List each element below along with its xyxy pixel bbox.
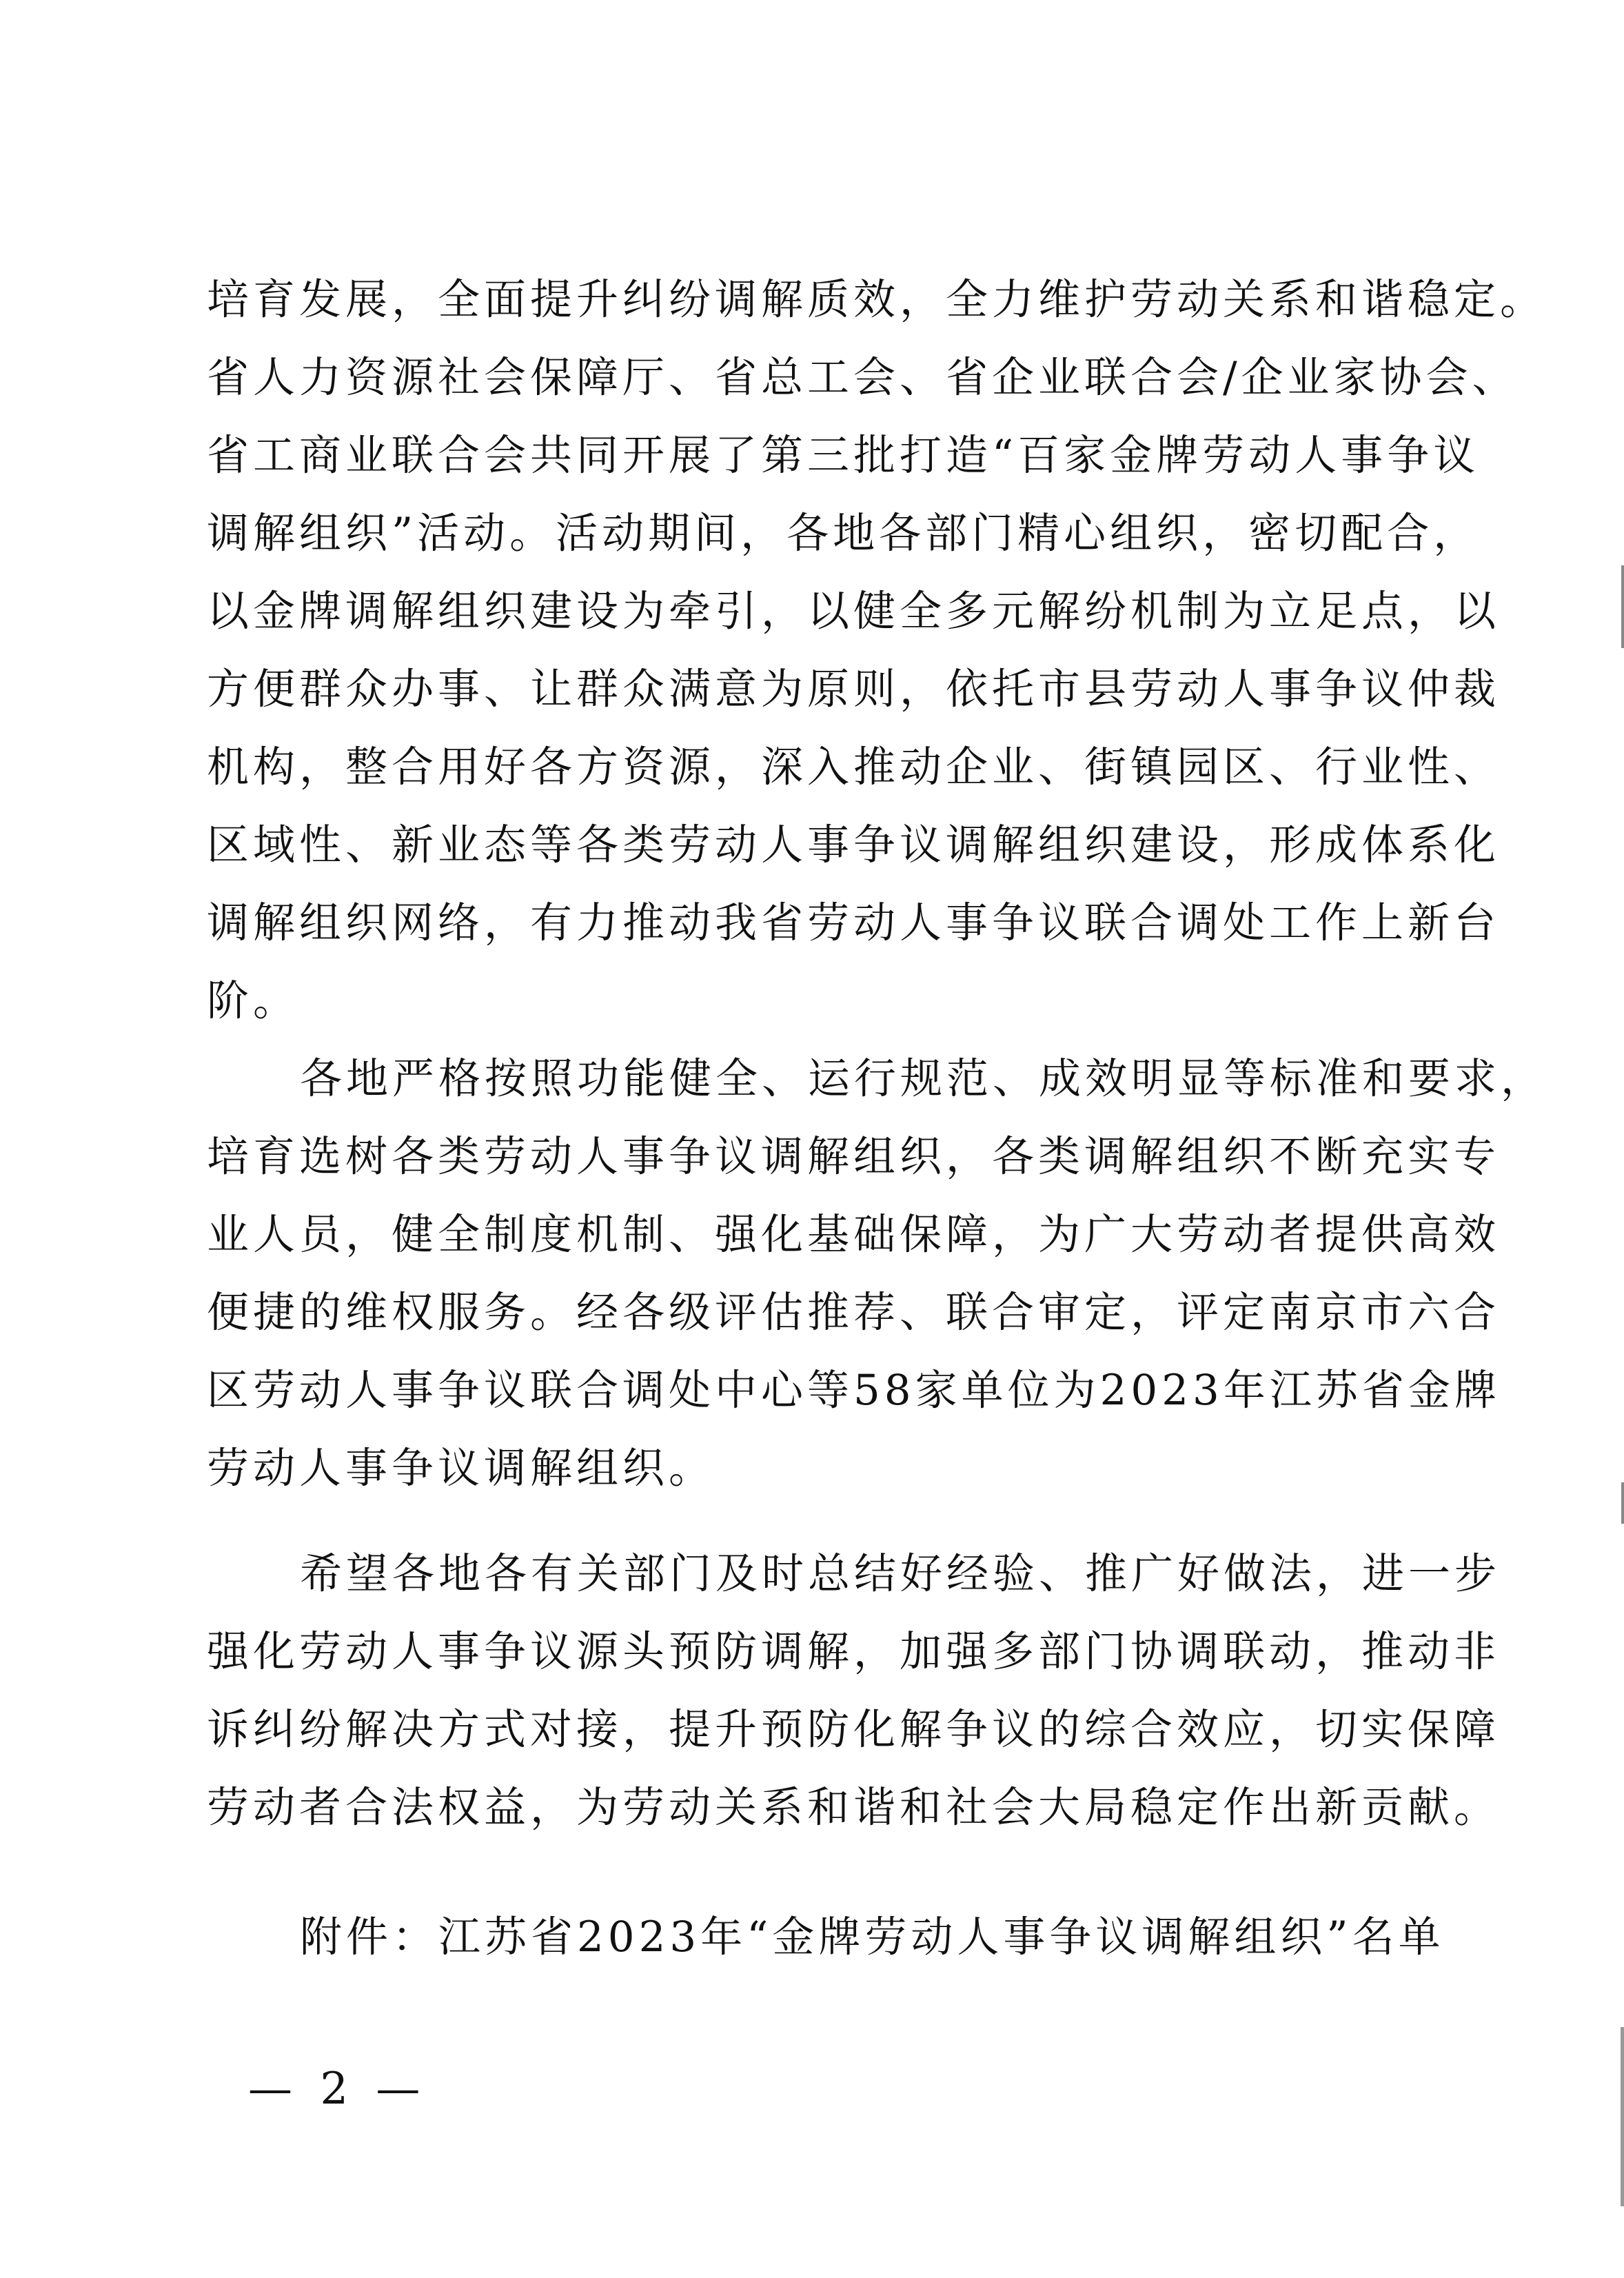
- text-line: 希望各地各有关部门及时总结好经验、推广好做法，进一步: [300, 1549, 1501, 1598]
- text-line: 业人员，健全制度机制、强化基础保障，为广大劳动者提供高效: [207, 1210, 1501, 1259]
- text-line: 劳动人事争议调解组织。: [207, 1444, 715, 1493]
- text-line: 培育选树各类劳动人事争议调解组织，各类调解组织不断充实专: [207, 1132, 1501, 1181]
- scan-edge-mark: [1621, 2027, 1624, 2206]
- text-line: 机构，整合用好各方资源，深入推动企业、街镇园区、行业性、: [207, 743, 1501, 792]
- text-line: 阶。: [207, 976, 300, 1025]
- text-line: 省人力资源社会保障厅、省总工会、省企业联合会/企业家协会、: [207, 353, 1519, 402]
- text-line: 培育发展，全面提升纠纷调解质效，全力维护劳动关系和谐稳定。: [207, 275, 1547, 324]
- text-line: 方便群众办事、让群众满意为原则，依托市县劳动人事争议仲裁: [207, 665, 1501, 714]
- page-number: — 2 —: [248, 2064, 427, 2115]
- scan-edge-mark: [1621, 565, 1624, 648]
- text-line: 强化劳动人事争议源头预防调解，加强多部门协调联动，推动非: [207, 1627, 1501, 1676]
- text-line: 以金牌调解组织建设为牵引，以健全多元解纷机制为立足点，以: [207, 587, 1501, 636]
- text-line: 省工商业联合会共同开展了第三批打造“百家金牌劳动人事争议: [207, 431, 1480, 480]
- text-line: 调解组织网络，有力推动我省劳动人事争议联合调处工作上新台: [207, 898, 1501, 947]
- attachment-line: 附件：江苏省2023年“金牌劳动人事争议调解组织”名单: [300, 1913, 1445, 1962]
- scan-edge-mark: [1621, 1482, 1624, 1524]
- text-line: 诉纠纷解决方式对接，提升预防化解争议的综合效应，切实保障: [207, 1705, 1501, 1754]
- text-line: 调解组织”活动。活动期间，各地各部门精心组织，密切配合，: [207, 509, 1480, 558]
- text-line: 区域性、新业态等各类劳动人事争议调解组织建设，形成体系化: [207, 820, 1501, 869]
- text-line: 劳动者合法权益，为劳动关系和谐和社会大局稳定作出新贡献。: [207, 1783, 1501, 1832]
- text-line: 便捷的维权服务。经各级评估推荐、联合审定，评定南京市六合: [207, 1288, 1501, 1337]
- text-line: 各地严格按照功能健全、运行规范、成效明显等标准和要求，: [300, 1054, 1547, 1103]
- text-line: 区劳动人事争议联合调处中心等58家单位为2023年江苏省金牌: [207, 1366, 1501, 1415]
